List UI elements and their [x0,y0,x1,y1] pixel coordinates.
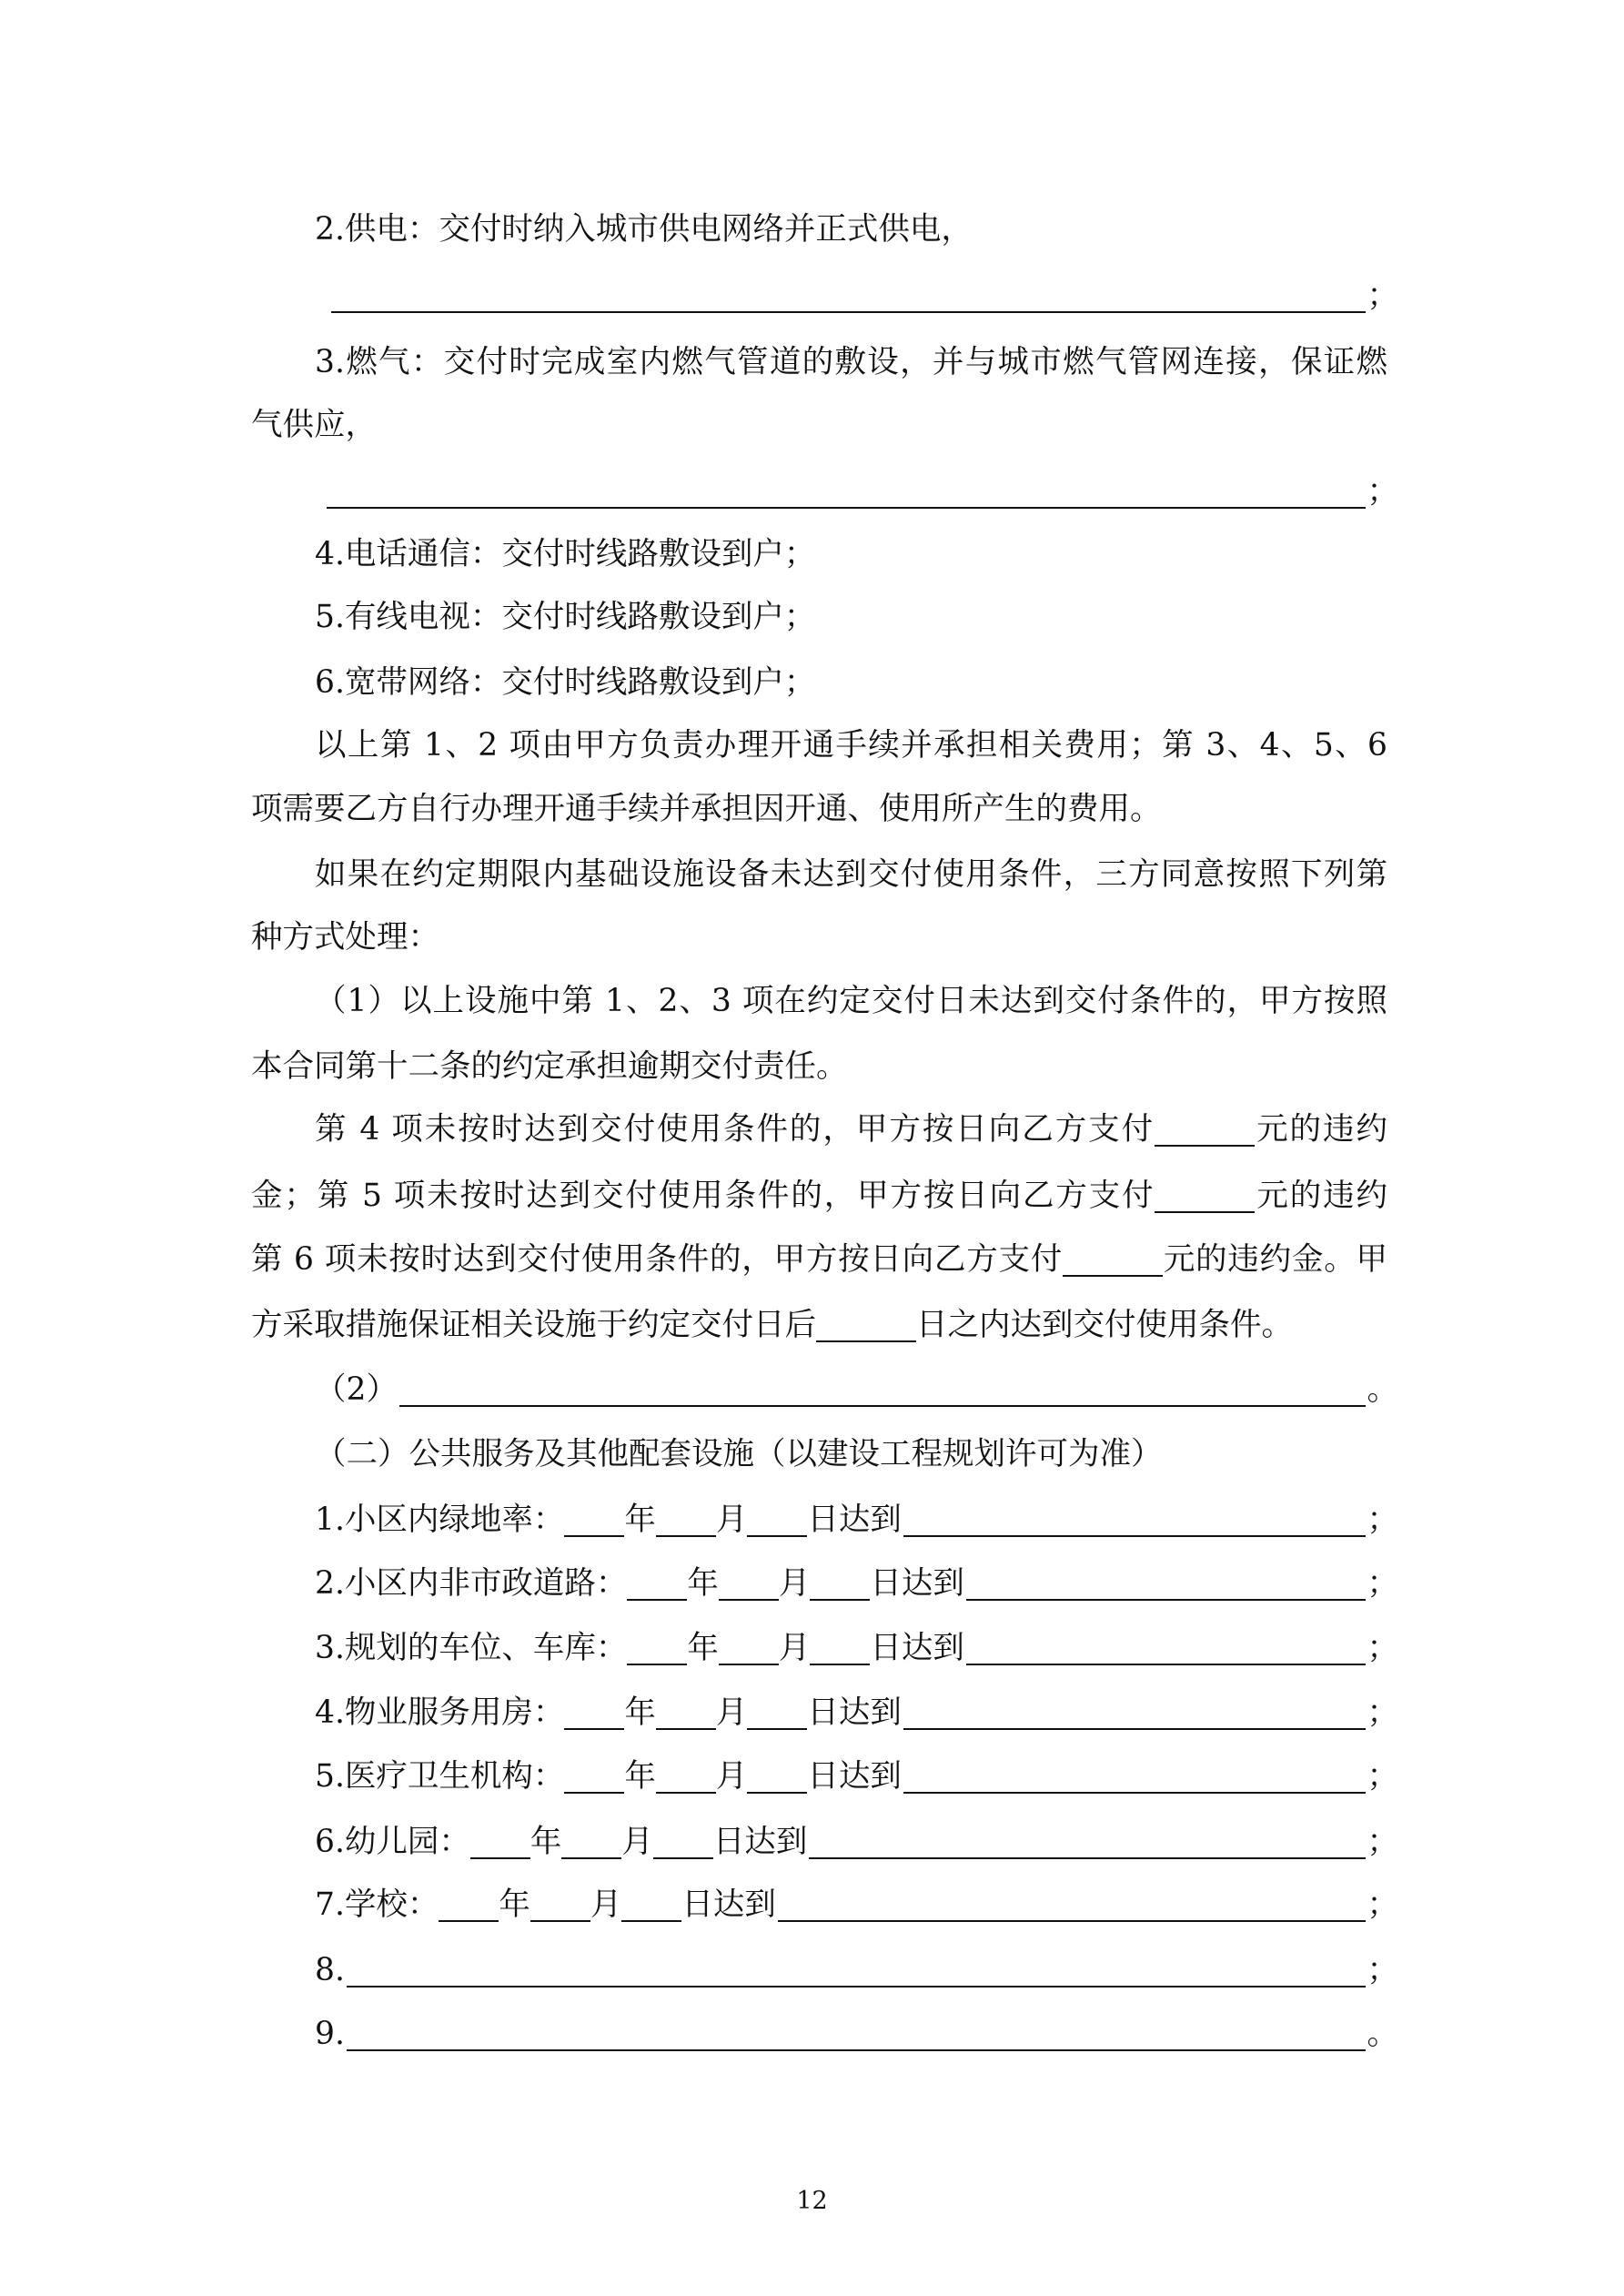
clause-2 [315,1357,1398,1422]
standard-field[interactable] [903,1727,1366,1730]
punct: 。 [1367,2016,1398,2052]
text: 方采取措施保证相关设施于约定交付日后 [251,1307,816,1343]
punct: ； [1367,1502,1398,1538]
month-unit: 月 [621,1824,653,1860]
year-unit: 年 [687,1565,719,1602]
penalty-item-5 [251,1163,1387,1229]
item-6-broadband: 6.宽带网络：交付时线路敷设到户； [315,664,816,701]
clause-1-cont: 本合同第十二条的约定承担逾期交付责任。 [251,1048,848,1085]
month-unit: 月 [778,1565,811,1602]
facility-label: 2.小区内非市政道路： [315,1565,628,1602]
punct: ； [1367,1824,1398,1860]
year-unit: 年 [687,1630,719,1666]
facility-label: 7.学校： [315,1886,439,1923]
facility-row [315,1744,1398,1809]
blank-field[interactable] [327,506,1366,509]
item-2-power: 2.供电：交付时纳入城市供电网络并正式供电， [315,211,973,248]
clause-1: （1）以上设施中第 1、2、3 项在约定交付日未达到交付条件的，甲方按照 [315,983,1387,1019]
month-field[interactable] [719,1663,779,1665]
year-field[interactable] [627,1598,687,1601]
facility-label: 1.小区内绿地率： [315,1502,565,1538]
facility-row [315,1680,1398,1745]
item-number: 8. [315,1952,345,1988]
blank-field[interactable] [331,310,1366,313]
month-field[interactable] [530,1919,590,1922]
year-unit: 年 [499,1886,530,1923]
year-field[interactable] [470,1856,530,1859]
year-field[interactable] [564,1791,624,1794]
punct: ； [1367,278,1398,314]
paragraph-fees-cont: 项需要乙方自行办理开通手续并承担因开通、使用所产生的费用。 [251,791,1162,827]
blank-field[interactable] [347,2048,1366,2051]
standard-field[interactable] [966,1598,1366,1601]
paragraph-delay-cont: 种方式处理： [251,919,439,956]
day-unit: 日达到 [870,1630,964,1666]
extra-facility-row [315,1937,1398,2003]
gas-blank-line [325,459,1398,524]
section-public-services: （二）公共服务及其他配套设施（以建设工程规划许可为准） [315,1436,1163,1472]
blank-field[interactable] [399,1404,1366,1407]
standard-field[interactable] [903,1534,1366,1537]
text: 元的违约 [1255,1111,1387,1148]
extra-facility-row [315,2001,1398,2067]
month-unit: 月 [778,1630,811,1666]
facility-row [315,1615,1398,1681]
day-field[interactable] [747,1534,807,1537]
day-unit: 日达到 [712,1824,808,1860]
year-unit: 年 [530,1824,562,1860]
text: 金；第 5 项未按时达到交付使用条件的，甲方按日向乙方支付 [251,1178,1155,1214]
day-field[interactable] [653,1856,713,1859]
power-blank-line [329,263,1398,329]
item-4-phone: 4.电话通信：交付时线路敷设到户； [315,536,816,572]
day-unit: 日达到 [681,1886,776,1923]
month-field[interactable] [656,1534,716,1537]
punct: ； [1367,1886,1398,1923]
month-unit: 月 [590,1886,622,1923]
text: （2） [315,1371,398,1408]
standard-field[interactable] [903,1791,1366,1794]
paragraph-delay: 如果在约定期限内基础设施设备未达到交付使用条件，三方同意按照下列第 [315,856,1387,893]
year-unit: 年 [624,1502,656,1538]
month-field[interactable] [656,1791,716,1794]
punct: ； [1367,1630,1398,1666]
page-number: 12 [796,2187,828,2215]
facility-label: 3.规划的车位、车库： [315,1630,628,1666]
facility-row [315,1487,1398,1553]
blank-field[interactable] [1155,1210,1255,1213]
punct: ； [1367,1758,1398,1795]
text: 元的违约金。甲 [1163,1241,1387,1278]
year-unit: 年 [624,1694,656,1731]
day-unit: 日达到 [807,1694,902,1731]
facility-row [315,1872,1398,1937]
month-field[interactable] [656,1727,716,1730]
item-3-gas-cont: 气供应， [251,407,377,443]
year-field[interactable] [627,1663,687,1665]
standard-field[interactable] [809,1856,1365,1859]
punct: ； [1367,1694,1398,1731]
day-unit: 日达到 [807,1758,902,1795]
facility-row [315,1809,1398,1875]
standard-field[interactable] [966,1663,1366,1665]
item-5-cable: 5.有线电视：交付时线路敷设到户； [315,599,816,635]
year-field[interactable] [439,1919,499,1922]
month-unit: 月 [715,1694,748,1731]
facility-label: 4.物业服务用房： [315,1694,565,1731]
punct: ； [1367,1565,1398,1602]
paragraph-fees: 以上第 1、2 项由甲方负责办理开通手续并承担相关费用；第 3、4、5、6 [315,727,1387,764]
day-unit: 日达到 [807,1502,902,1538]
penalty-deadline [251,1292,1387,1358]
text: 元的违约 [1255,1178,1387,1214]
text: 第 6 项未按时达到交付使用条件的，甲方按日向乙方支付 [251,1241,1064,1278]
item-3-gas: 3.燃气：交付时完成室内燃气管道的敷设，并与城市燃气管网连接，保证燃 [315,344,1387,380]
facility-label: 5.医疗卫生机构： [315,1758,565,1795]
year-field[interactable] [564,1534,624,1537]
month-field[interactable] [561,1856,621,1859]
year-field[interactable] [564,1727,624,1730]
penalty-item-4 [315,1097,1387,1162]
year-unit: 年 [624,1758,656,1795]
day-field[interactable] [810,1598,870,1601]
day-field[interactable] [747,1791,807,1794]
month-unit: 月 [715,1502,748,1538]
text: 第 4 项未按时达到交付使用条件的，甲方按日向乙方支付 [315,1111,1155,1148]
day-field[interactable] [810,1663,870,1665]
punct: ； [1367,473,1398,510]
punct: 。 [1367,1371,1398,1408]
text: 日之内达到交付使用条件。 [916,1307,1293,1343]
month-field[interactable] [719,1598,779,1601]
item-number: 9. [315,2016,345,2052]
day-field[interactable] [747,1727,807,1730]
blank-field[interactable] [347,1985,1366,1988]
blank-field[interactable] [1155,1144,1255,1147]
punct: ； [1367,1952,1398,1988]
day-unit: 日达到 [870,1565,964,1602]
standard-field[interactable] [778,1919,1366,1922]
month-unit: 月 [715,1758,748,1795]
blank-field[interactable] [816,1340,916,1342]
penalty-item-6 [251,1227,1387,1292]
facility-label: 6.幼儿园： [315,1824,470,1860]
blank-field[interactable] [1063,1274,1163,1277]
day-field[interactable] [621,1919,681,1922]
facility-row [315,1551,1398,1616]
